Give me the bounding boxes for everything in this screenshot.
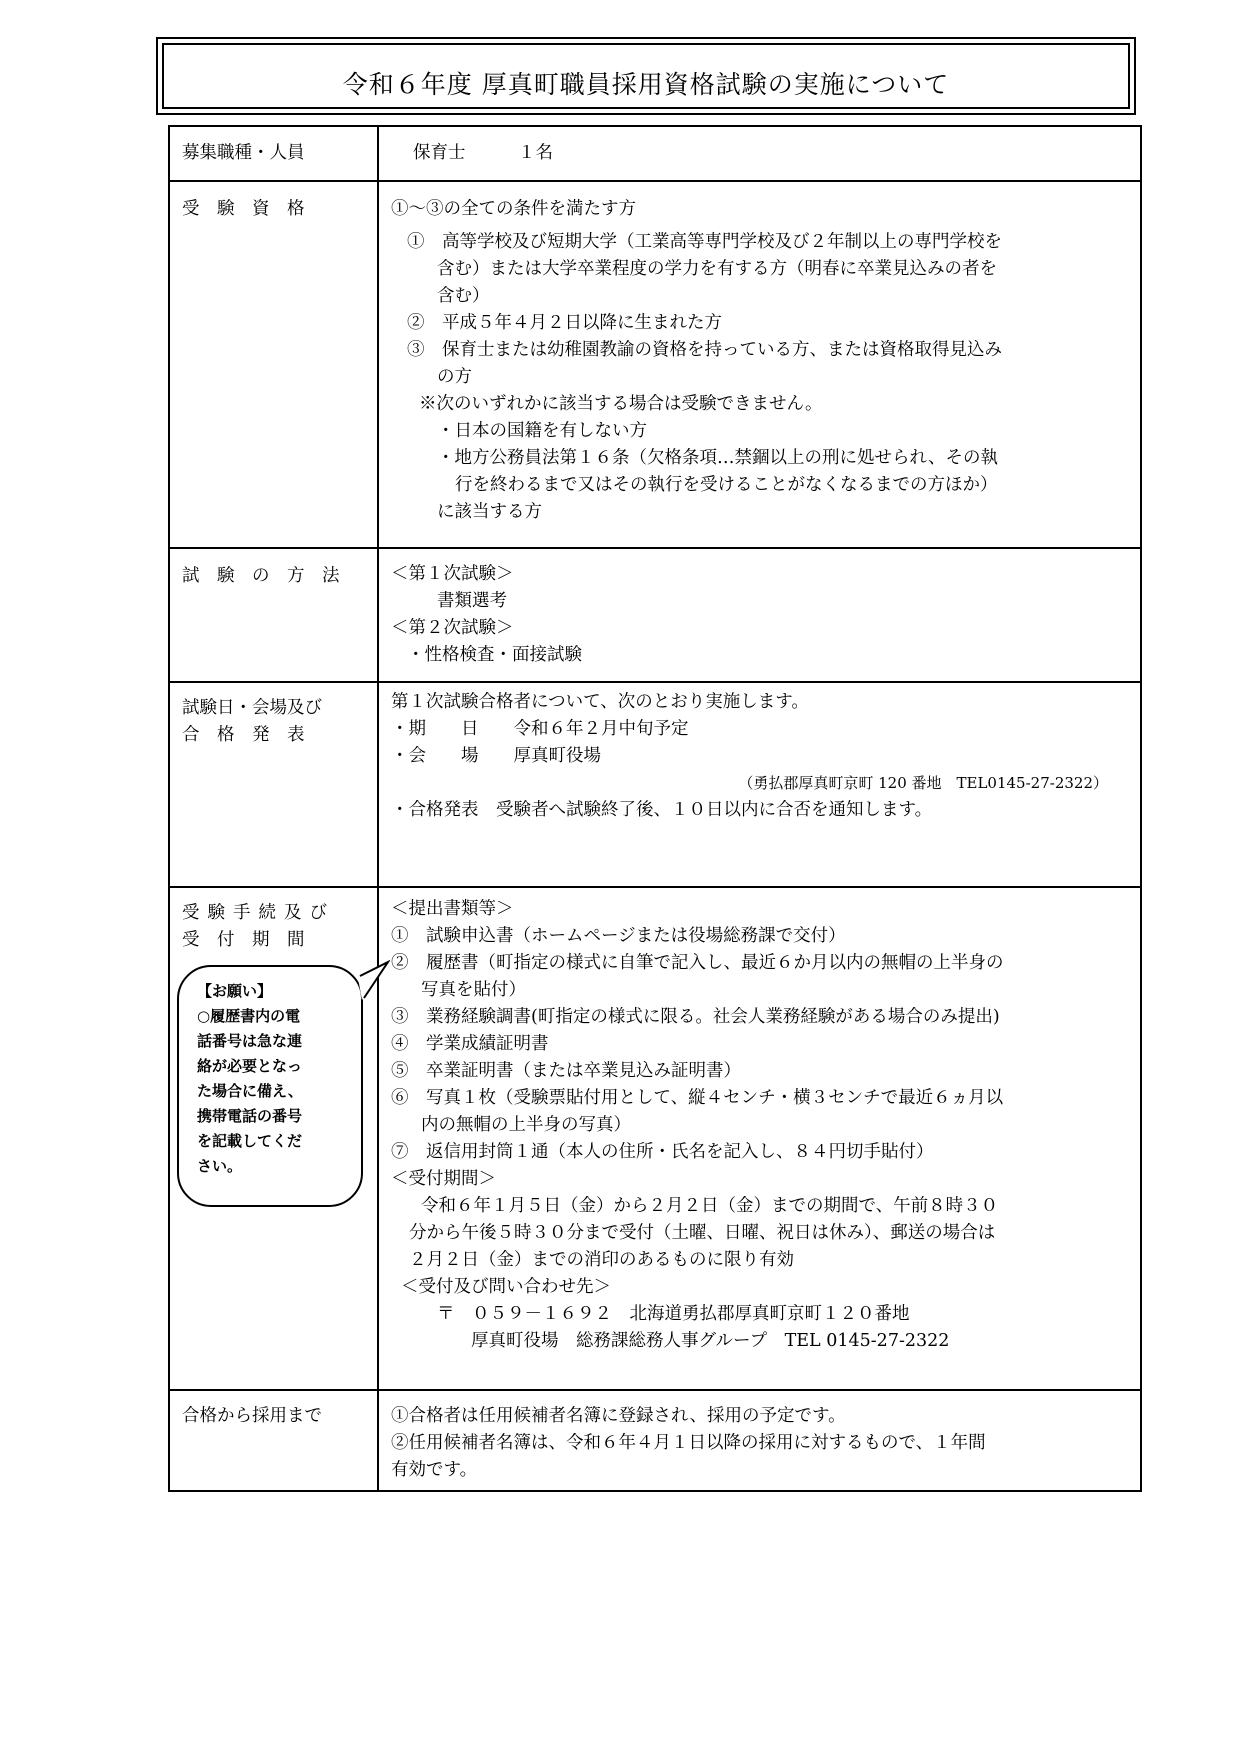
callout-line: た場合に備え、 bbox=[197, 1082, 303, 1100]
label-exam-date bbox=[169, 682, 378, 887]
procedure-line11: ＜受付期間＞ bbox=[391, 1169, 496, 1189]
content-hiring bbox=[378, 1390, 1141, 1491]
procedure-line14: ２月２日（金）までの消印のあるものに限り有効 bbox=[409, 1250, 794, 1270]
label-procedure-line1: 受験手続及び bbox=[182, 903, 335, 923]
procedure-line5: ③ 業務経験調書(町指定の様式に限る。社会人業務経験がある場合のみ提出) bbox=[391, 1007, 1000, 1027]
label-procedure-line2: 受 付 期 間 bbox=[182, 930, 305, 950]
qualification-note-2-line1: ・地方公務員法第１６条（欠格条項…禁錮以上の刑に処せられ、その執 bbox=[437, 448, 999, 468]
callout-heading: 【お願い】 bbox=[197, 982, 273, 1000]
label-qualification: 受 験 資 格 bbox=[169, 181, 378, 548]
exam-date-line1: 第１次試験合格者について、次のとおり実施します。 bbox=[391, 692, 809, 712]
label-exam-date-line1: 試験日・会場及び bbox=[182, 698, 322, 718]
qualification-note-2-line2: 行を終わるまで又はその執行を受けることがなくなるまでの方ほか） bbox=[455, 475, 998, 495]
callout-line: 絡が必要となっ bbox=[197, 1057, 303, 1075]
procedure-line9: 内の無帽の上半身の写真） bbox=[421, 1115, 631, 1135]
content-recruitment bbox=[378, 126, 1141, 181]
content-procedure bbox=[378, 887, 1141, 1390]
procedure-line17: 厚真町役場 総務課総務人事グループ TEL 0145-27-2322 bbox=[471, 1331, 950, 1351]
exam-date-line3: ・会 場 厚真町役場 bbox=[391, 746, 601, 766]
procedure-line13: 分から午後５時３０分まで受付（土曜、日曜、祝日は休み）、郵送の場合は bbox=[409, 1223, 996, 1243]
method-line2: 書類選考 bbox=[437, 591, 507, 611]
content-exam-date bbox=[378, 682, 1141, 887]
qualification-note-2-line3: に該当する方 bbox=[437, 502, 542, 522]
hiring-line2: ②任用候補者名簿は、令和６年４月１日以降の採用に対するもので、１年間 bbox=[391, 1433, 986, 1453]
method-line1: ＜第１次試験＞ bbox=[391, 564, 514, 584]
content-qualification bbox=[378, 181, 1141, 548]
qualification-note: ※次のいずれかに該当する場合は受験できません。 bbox=[419, 394, 823, 414]
content-method bbox=[378, 548, 1141, 682]
qualification-intro: ①～③の全ての条件を満たす方 bbox=[391, 199, 636, 219]
qualification-item2: ② 平成５年４月２日以降に生まれた方 bbox=[407, 313, 722, 333]
hiring-line3: 有効です。 bbox=[391, 1460, 478, 1480]
procedure-line8: ⑥ 写真１枚（受験票貼付用として、縦４センチ・横３センチで最近６ヵ月以 bbox=[391, 1088, 1004, 1108]
hiring-line1: ①合格者は任用候補者名簿に登録され、採用の予定です。 bbox=[391, 1406, 846, 1426]
exam-date-line2: ・期 日 令和６年２月中旬予定 bbox=[391, 719, 689, 739]
row-qualification bbox=[169, 181, 1141, 548]
qualification-item3-line1: ③ 保育士または幼稚園教諭の資格を持っている方、または資格取得見込み bbox=[407, 340, 1002, 360]
row-exam-date bbox=[169, 682, 1141, 887]
request-callout bbox=[177, 965, 363, 1207]
exam-date-address: （勇払郡厚真町京町 120 番地 TEL0145-27-2322） bbox=[738, 774, 1108, 792]
procedure-line12: 令和６年１月５日（金）から２月２日（金）までの期間で、午前８時３０ bbox=[421, 1196, 999, 1216]
callout-line: ○履歴書内の電 bbox=[197, 1007, 301, 1025]
callout-line: さい。 bbox=[197, 1157, 243, 1175]
procedure-line16: 〒 ０５９－１６９２ 北海道勇払郡厚真町京町１２０番地 bbox=[437, 1304, 910, 1324]
label-hiring: 合格から採用まで bbox=[169, 1390, 378, 1491]
exam-date-line5: ・合格発表 受験者へ試験終了後、１０日以内に合否を通知します。 bbox=[391, 800, 933, 820]
title-box bbox=[156, 37, 1136, 115]
qualification-item3-line2: の方 bbox=[437, 367, 472, 387]
qualification-item1-line1: ① 高等学校及び短期大学（工業高等専門学校及び２年制以上の専門学校を bbox=[407, 232, 1002, 252]
callout-line: 話番号は急な連 bbox=[197, 1032, 303, 1050]
procedure-line2: ① 試験申込書（ホームページまたは役場総務課で交付） bbox=[391, 926, 846, 946]
row-recruitment bbox=[169, 126, 1141, 181]
recruitment-value: 保育士 １名 bbox=[413, 143, 553, 163]
qualification-item1-line2: 含む）または大学卒業程度の学力を有する方（明春に卒業見込みの者を bbox=[437, 259, 997, 279]
row-method bbox=[169, 548, 1141, 682]
info-table bbox=[168, 125, 1142, 1492]
procedure-line15: ＜受付及び問い合わせ先＞ bbox=[401, 1277, 611, 1297]
callout-line: を記載してくだ bbox=[197, 1132, 303, 1150]
label-method: 試 験 の 方 法 bbox=[169, 548, 378, 682]
callout-line: 携帯電話の番号 bbox=[197, 1107, 303, 1125]
procedure-line7: ⑤ 卒業証明書（または卒業見込み証明書） bbox=[391, 1061, 741, 1081]
procedure-line10: ⑦ 返信用封筒１通（本人の住所・氏名を記入し、８４円切手貼付） bbox=[391, 1142, 934, 1162]
callout-tail-icon bbox=[350, 960, 390, 1010]
method-line3: ＜第２次試験＞ bbox=[391, 618, 514, 638]
procedure-line4: 写真を貼付） bbox=[421, 980, 526, 1000]
label-recruitment: 募集職種・人員 bbox=[169, 126, 378, 181]
label-exam-date-line2: 合 格 発 表 bbox=[182, 725, 305, 745]
qualification-note-1: ・日本の国籍を有しない方 bbox=[437, 421, 647, 441]
method-line4: ・性格検査・面接試験 bbox=[407, 645, 582, 665]
procedure-line1: ＜提出書類等＞ bbox=[391, 899, 514, 919]
page-title: 令和６年度 厚真町職員採用資格試験の実施について bbox=[342, 70, 950, 99]
row-hiring bbox=[169, 1390, 1141, 1491]
procedure-line3: ② 履歴書（町指定の様式に自筆で記入し、最近６か月以内の無帽の上半身の bbox=[391, 953, 1004, 973]
qualification-item1-line3: 含む） bbox=[437, 286, 490, 306]
procedure-line6: ④ 学業成績証明書 bbox=[391, 1034, 549, 1054]
